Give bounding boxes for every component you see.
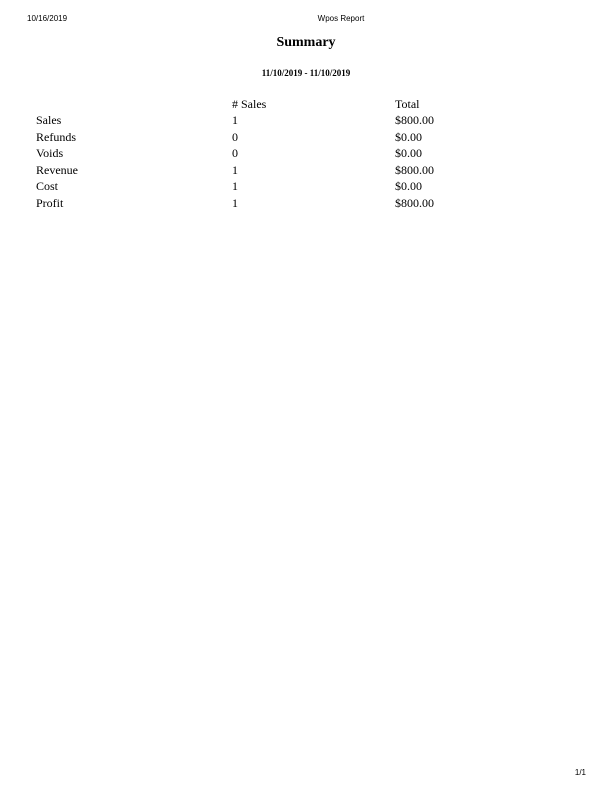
table-row <box>36 195 475 212</box>
row-count: 0 <box>232 146 238 161</box>
table-row <box>36 113 475 130</box>
print-header <box>0 14 612 26</box>
row-total: $800.00 <box>395 113 434 128</box>
row-label: Sales <box>36 113 62 128</box>
report-title: Summary <box>276 35 336 50</box>
row-total: $0.00 <box>395 146 422 161</box>
page-number: 1/1 <box>574 768 586 777</box>
table-row <box>36 162 475 179</box>
table-row <box>36 129 475 146</box>
row-total: $0.00 <box>395 129 422 144</box>
row-count: 1 <box>232 195 238 210</box>
date-range: 11/10/2019 - 11/10/2019 <box>261 68 351 78</box>
row-total: $800.00 <box>395 162 434 177</box>
row-label: Revenue <box>36 162 78 177</box>
table-header-row <box>36 96 475 113</box>
column-header-label <box>36 96 232 113</box>
row-label: Voids <box>36 146 64 161</box>
row-total: $800.00 <box>395 195 434 210</box>
summary-table <box>36 96 475 212</box>
row-count: 1 <box>232 179 238 194</box>
row-label: Refunds <box>36 129 76 144</box>
table-row <box>36 146 475 163</box>
table-row <box>36 179 475 196</box>
row-count: 1 <box>232 162 238 177</box>
row-total: $0.00 <box>395 179 422 194</box>
column-header-total: Total <box>395 96 420 111</box>
print-app-title: Wpos Report <box>317 14 365 23</box>
row-count: 0 <box>232 129 238 144</box>
column-header-sales-count: # Sales <box>232 96 267 111</box>
row-label: Profit <box>36 195 64 210</box>
row-label: Cost <box>36 179 59 194</box>
print-date: 10/16/2019 <box>27 14 68 23</box>
row-count: 1 <box>232 113 238 128</box>
